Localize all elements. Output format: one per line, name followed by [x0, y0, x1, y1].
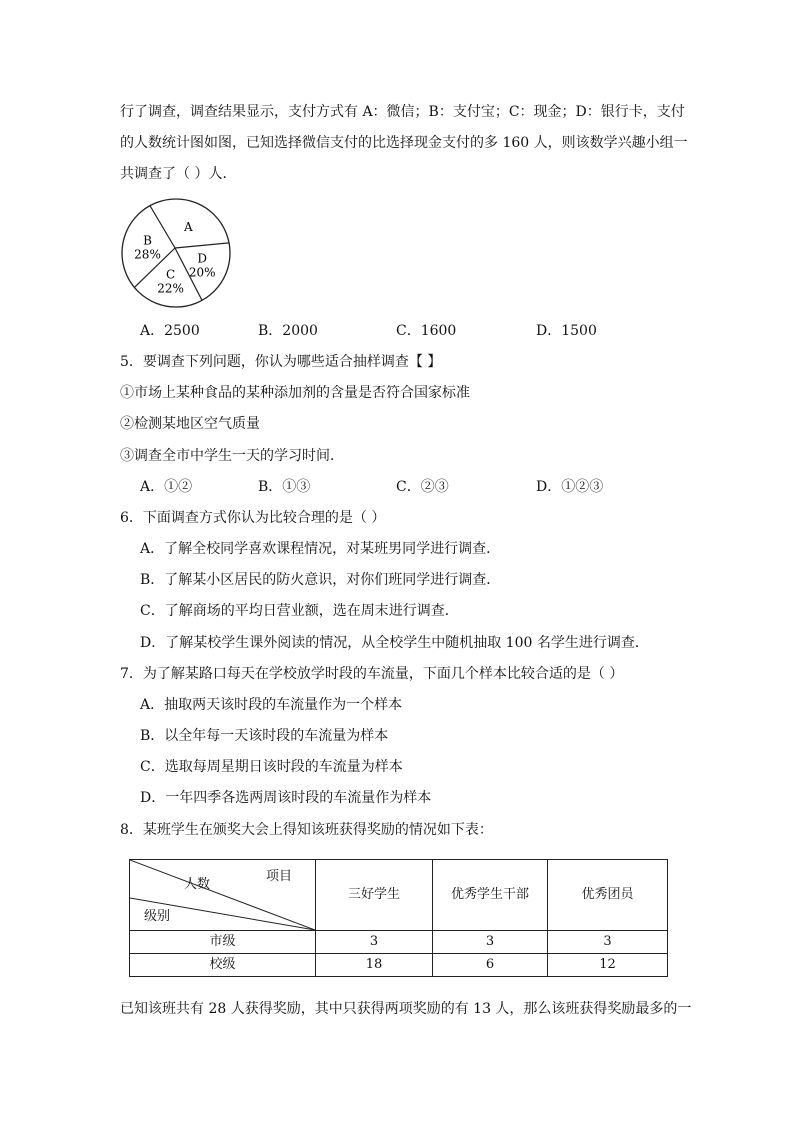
q7-option-c: C．选取每周星期日该时段的车流量为样本 [140, 759, 403, 775]
pie-slice-name: B [143, 233, 152, 248]
column-header: 三好学生 [316, 860, 433, 931]
q6-stem: 6．下面调查方式你认为比较合理的是（ ） [120, 510, 386, 526]
q7-stem: 7．为了解某路口每天在学校放学时段的车流量，下面几个样本比较合适的是（ ） [120, 666, 624, 682]
table-cell: 6 [433, 954, 548, 977]
q8-continuation: 已知该班共有 28 人获得奖励，其中只获得两项奖励的有 13 人，那么该班获得奖励最多的一 [120, 1001, 692, 1017]
column-header: 优秀团员 [548, 860, 668, 931]
pie-slice-name: D [197, 251, 208, 266]
q4-option-c: C．1600 [396, 323, 457, 339]
q6-option-b: B．了解某小区居民的防火意识，对你们班同学进行调查． [140, 572, 501, 588]
q5-stem: 5．要调查下列问题，你认为哪些适合抽样调查【 】 [120, 354, 442, 370]
table-corner-cell [130, 860, 316, 931]
corner-label-project: 项目 [266, 869, 293, 884]
q8-stem: 8．某班学生在颁奖大会上得知该班获得奖励的情况如下表： [120, 822, 493, 838]
q6-option-d: D．了解某校学生课外阅读的情况，从全校学生中随机抽取 100 名学生进行调查． [140, 635, 649, 651]
pie-slice-name: A [184, 219, 193, 234]
table-cell: 12 [548, 954, 668, 977]
table-row [130, 931, 668, 954]
q5-item-3: ③调查全市中学生一天的学习时间． [120, 448, 344, 464]
q7-option-d: D．一年四季各选两周该时段的车流量作为样本 [140, 790, 432, 806]
q5-option-d: D．①②③ [536, 479, 604, 495]
pie-slice-name: C [165, 267, 176, 282]
row-label: 校级 [130, 954, 316, 977]
awards-table [129, 859, 668, 977]
table-row [130, 954, 668, 977]
awards-table-header-row [130, 860, 668, 931]
q7-option-b: B．以全年每一天该时段的车流量为样本 [140, 728, 389, 744]
q4-stem-line-2: 的人数统计图如图，已知选择微信支付的比选择现金支付的多 160 人，则该数学兴趣小组一 [120, 135, 688, 151]
corner-label-level: 级别 [144, 909, 171, 924]
row-label: 市级 [130, 931, 316, 954]
pie-slice-percent: 22% [157, 281, 184, 296]
q7-option-a: A．抽取两天该时段的车流量作为一个样本 [140, 697, 403, 713]
q4-option-d: D．1500 [536, 323, 597, 339]
table-cell: 3 [548, 931, 668, 954]
q5-option-b: B．①③ [258, 479, 311, 495]
q5-option-c: C．②③ [396, 479, 449, 495]
table-cell: 18 [316, 954, 433, 977]
table-cell: 3 [316, 931, 433, 954]
corner-label-count: 人数 [184, 877, 211, 892]
q6-option-a: A．了解全校同学喜欢课程情况，对某班男同学进行调查． [140, 541, 501, 557]
q5-item-1: ①市场上某种食品的某种添加剂的含量是否符合国家标准 [120, 385, 470, 401]
q4-stem-line-1: 行了调查，调查结果显示，支付方式有 A：微信；B：支付宝；C：现金；D：银行卡，支付 [120, 104, 685, 120]
payment-pie-chart [118, 195, 234, 311]
q5-option-a: A．①② [140, 479, 193, 495]
q6-option-c: C．了解商场的平均日营业额，选在周末进行调查． [140, 603, 459, 619]
q4-option-a: A．2500 [140, 323, 200, 339]
q4-option-b: B．2000 [258, 323, 318, 339]
column-header: 优秀学生干部 [433, 860, 548, 931]
table-cell: 3 [433, 931, 548, 954]
pie-slice-percent: 20% [188, 265, 216, 280]
pie-slice-percent: 28% [134, 247, 161, 262]
q4-stem-line-3: 共调查了（ ）人． [120, 166, 237, 182]
q5-item-2: ②检测某地区空气质量 [120, 416, 260, 432]
